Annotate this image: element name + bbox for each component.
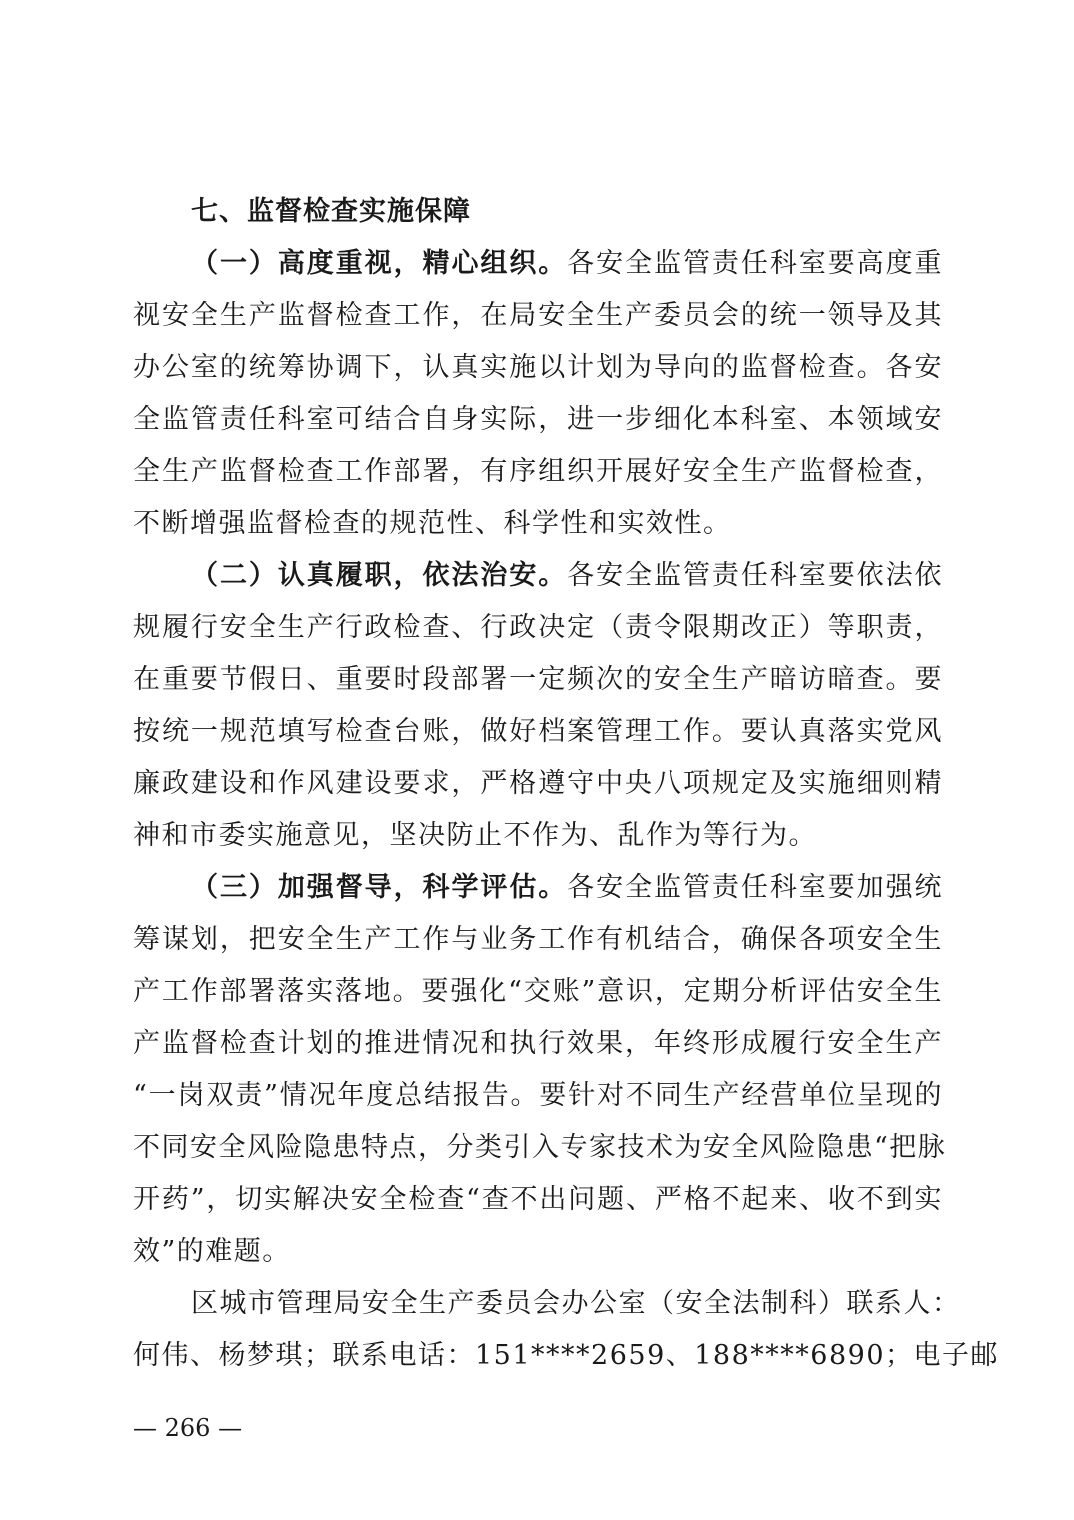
paragraph-line: 开药”，切实解决安全检查“查不出问题、严格不起来、收不到实 <box>133 1184 943 1215</box>
paragraph-lead: （三）加强督导，科学评估。 <box>191 872 568 903</box>
paragraph-line: 筹谋划，把安全生产工作与业务工作有机结合，确保各项安全生 <box>133 924 943 955</box>
paragraph-text: 各安全监管责任科室要加强统 <box>567 872 944 903</box>
paragraph-line: 全监管责任科室可结合自身实际，进一步细化本科室、本领域安 <box>133 404 943 435</box>
paragraph-line: 产工作部署落实落地。要强化“交账”意识，定期分析评估安全生 <box>133 976 943 1007</box>
paragraph-line: 产监督检查计划的推进情况和执行效果，年终形成履行安全生产 <box>133 1028 943 1059</box>
paragraph-line: 规履行安全生产行政检查、行政决定（责令限期改正）等职责， <box>133 612 943 643</box>
paragraph-line: 按统一规范填写检查台账，做好档案管理工作。要认真落实党风 <box>133 716 943 747</box>
page-content <box>133 186 999 1382</box>
paragraph-line <box>133 862 943 914</box>
paragraph-line: 办公室的统筹协调下，认真实施以计划为导向的监督检查。各安 <box>133 352 943 383</box>
page-number: — 266 — <box>133 1414 243 1442</box>
paragraph-2 <box>133 550 943 862</box>
paragraph-text: 各安全监管责任科室要依法依 <box>567 560 944 591</box>
paragraph-line: “一岗双责”情况年度总结报告。要针对不同生产经营单位呈现的 <box>133 1080 943 1111</box>
paragraph-line: 廉政建设和作风建设要求，严格遵守中央八项规定及实施细则精 <box>133 768 943 799</box>
paragraph-line <box>133 550 943 602</box>
paragraph-line: 视安全生产监督检查工作，在局安全生产委员会的统一领导及其 <box>133 300 943 331</box>
paragraph-contact <box>133 1278 999 1382</box>
paragraph-lead: （二）认真履职，依法治安。 <box>191 560 568 591</box>
paragraph-1 <box>133 238 943 550</box>
paragraph-3 <box>133 862 947 1278</box>
paragraph-line: 神和市委实施意见，坚决防止不作为、乱作为等行为。 <box>133 820 817 851</box>
paragraph-line: 在重要节假日、重要时段部署一定频次的安全生产暗访暗查。要 <box>133 664 943 695</box>
paragraph-lead: （一）高度重视，精心组织。 <box>191 248 568 279</box>
paragraph-line: 何伟、杨梦琪；联系电话：151****2659、188****6890；电子邮 <box>133 1340 999 1371</box>
paragraph-line <box>133 238 943 290</box>
paragraph-line: 不同安全风险隐患特点，分类引入专家技术为安全风险隐患“把脉 <box>133 1132 947 1163</box>
section-heading: 七、监督检查实施保障 <box>191 196 471 227</box>
paragraph-text: 各安全监管责任科室要高度重 <box>567 248 944 279</box>
paragraph-line: 效”的难题。 <box>133 1236 291 1267</box>
paragraph-line: 全生产监督检查工作部署，有序组织开展好安全生产监督检查， <box>133 456 943 487</box>
paragraph-line: 不断增强监督检查的规范性、科学性和实效性。 <box>133 508 732 539</box>
paragraph-line: 区城市管理局安全生产委员会办公室（安全法制科）联系人： <box>191 1288 961 1319</box>
